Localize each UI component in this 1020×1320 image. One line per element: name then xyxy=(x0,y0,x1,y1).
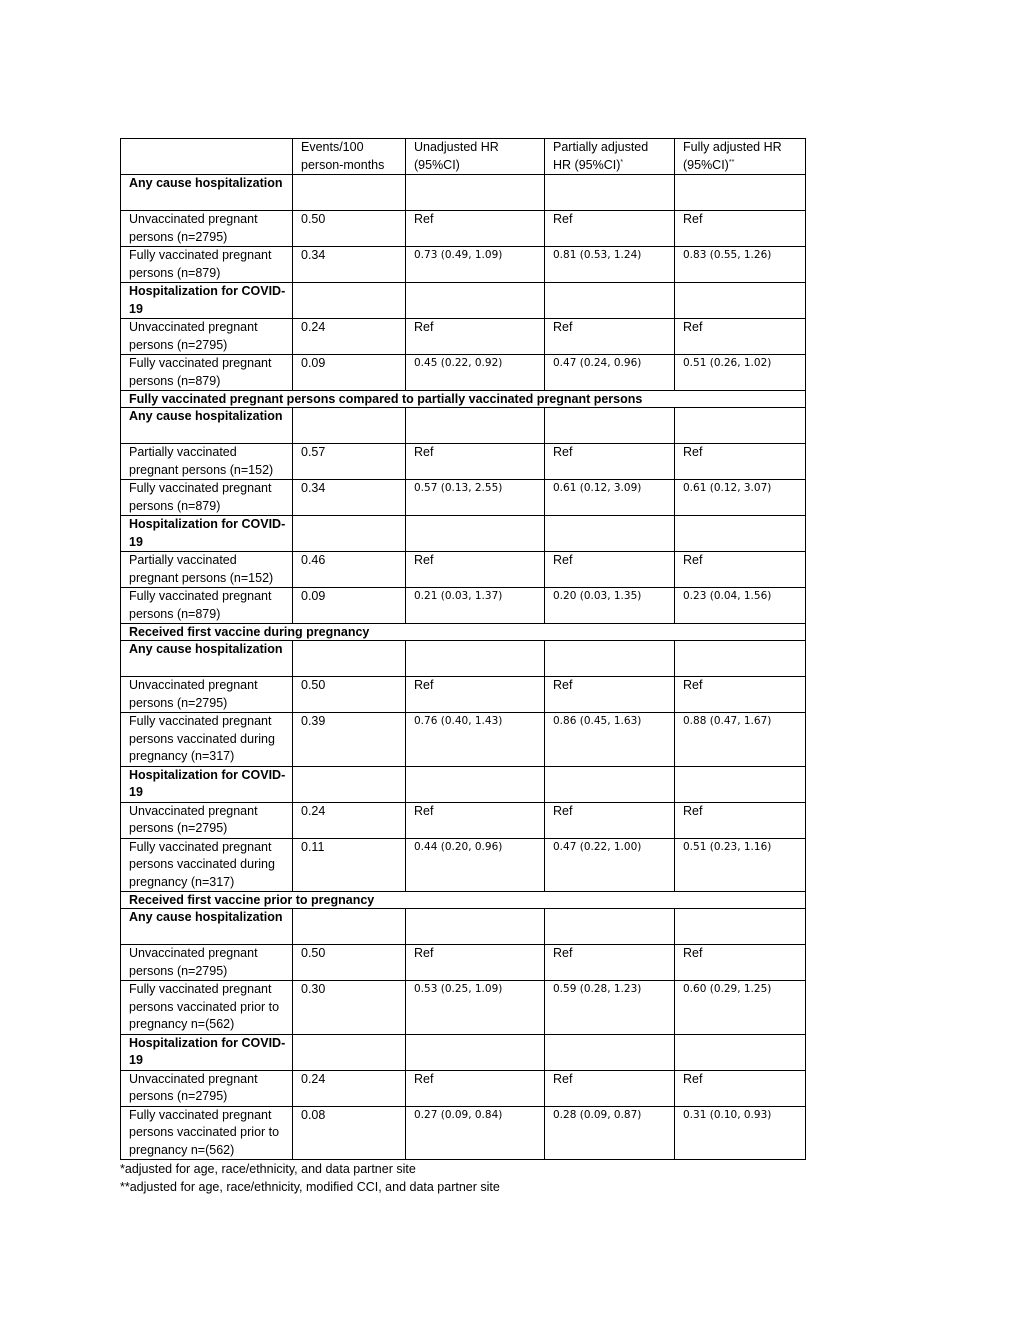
cohort-label: Unvaccinated pregnant persons (n=2795) xyxy=(121,319,293,355)
full-hr-value: Ref xyxy=(675,444,806,480)
full-hr-value: 0.60 (0.29, 1.25) xyxy=(675,981,806,1035)
partial-hr-value: 0.86 (0.45, 1.63) xyxy=(545,713,675,767)
cohort-label: Partially vaccinated pregnant persons (n=152) xyxy=(121,444,293,480)
unadj-hr-value: Ref xyxy=(406,677,545,713)
table-row xyxy=(121,838,806,892)
full-hr-value: Ref xyxy=(675,677,806,713)
outcome-row xyxy=(121,909,806,945)
partial-hr-value: Ref xyxy=(545,552,675,588)
empty-cell xyxy=(675,408,806,444)
section-title: Received first vaccine prior to pregnancy xyxy=(121,892,806,909)
empty-cell xyxy=(545,516,675,552)
events-value: 0.30 xyxy=(293,981,406,1035)
cohort-label: Unvaccinated pregnant persons (n=2795) xyxy=(121,802,293,838)
empty-cell xyxy=(406,641,545,677)
section-title-row xyxy=(121,624,806,641)
section-title: Fully vaccinated pregnant persons compared to partially vaccinated pregnant persons xyxy=(121,391,806,408)
empty-cell xyxy=(675,516,806,552)
empty-cell xyxy=(545,766,675,802)
empty-cell xyxy=(293,909,406,945)
full-hr-value: Ref xyxy=(675,802,806,838)
section-title-row xyxy=(121,391,806,408)
outcome-label: Hospitalization for COVID-19 xyxy=(121,283,293,319)
table-row xyxy=(121,480,806,516)
empty-cell xyxy=(675,766,806,802)
empty-cell xyxy=(545,175,675,211)
unadj-hr-value: Ref xyxy=(406,945,545,981)
events-value: 0.24 xyxy=(293,1070,406,1106)
table-row xyxy=(121,713,806,767)
outcome-label: Any cause hospitalization xyxy=(121,909,293,945)
full-hr-value: Ref xyxy=(675,211,806,247)
full-hr-value: 0.83 (0.55, 1.26) xyxy=(675,247,806,283)
events-value: 0.11 xyxy=(293,838,406,892)
cohort-label: Fully vaccinated pregnant persons vaccinated prior to pregnancy n=(562) xyxy=(121,1106,293,1160)
table-row xyxy=(121,981,806,1035)
outcome-label: Hospitalization for COVID-19 xyxy=(121,516,293,552)
outcome-label: Hospitalization for COVID-19 xyxy=(121,1034,293,1070)
outcome-row xyxy=(121,1034,806,1070)
partial-hr-value: 0.20 (0.03, 1.35) xyxy=(545,588,675,624)
unadj-hr-value: Ref xyxy=(406,211,545,247)
unadj-hr-value: 0.57 (0.13, 2.55) xyxy=(406,480,545,516)
empty-cell xyxy=(545,283,675,319)
cohort-label: Unvaccinated pregnant persons (n=2795) xyxy=(121,677,293,713)
outcome-label: Any cause hospitalization xyxy=(121,641,293,677)
cohort-label: Fully vaccinated pregnant persons (n=879) xyxy=(121,355,293,391)
outcome-row xyxy=(121,175,806,211)
events-value: 0.24 xyxy=(293,802,406,838)
header-partial-footnote-mark: * xyxy=(620,158,624,166)
events-value: 0.50 xyxy=(293,211,406,247)
table-row xyxy=(121,945,806,981)
unadj-hr-value: Ref xyxy=(406,552,545,588)
header-blank xyxy=(121,139,293,175)
table-row xyxy=(121,1106,806,1160)
table-row xyxy=(121,588,806,624)
unadj-hr-value: 0.44 (0.20, 0.96) xyxy=(406,838,545,892)
outcome-row xyxy=(121,516,806,552)
full-hr-value: 0.61 (0.12, 3.07) xyxy=(675,480,806,516)
table-row xyxy=(121,552,806,588)
cohort-label: Unvaccinated pregnant persons (n=2795) xyxy=(121,1070,293,1106)
empty-cell xyxy=(406,909,545,945)
empty-cell xyxy=(675,283,806,319)
events-value: 0.09 xyxy=(293,588,406,624)
unadj-hr-value: 0.53 (0.25, 1.09) xyxy=(406,981,545,1035)
partial-hr-value: 0.47 (0.22, 1.00) xyxy=(545,838,675,892)
empty-cell xyxy=(406,1034,545,1070)
unadj-hr-value: Ref xyxy=(406,1070,545,1106)
header-full-text: Fully adjusted HR (95%CI) xyxy=(683,140,782,172)
outcome-row xyxy=(121,283,806,319)
table-row xyxy=(121,677,806,713)
partial-hr-value: Ref xyxy=(545,444,675,480)
table-row xyxy=(121,211,806,247)
outcome-label: Any cause hospitalization xyxy=(121,408,293,444)
empty-cell xyxy=(545,641,675,677)
unadj-hr-value: 0.21 (0.03, 1.37) xyxy=(406,588,545,624)
table-row xyxy=(121,355,806,391)
events-value: 0.50 xyxy=(293,945,406,981)
empty-cell xyxy=(406,516,545,552)
section-title: Received first vaccine during pregnancy xyxy=(121,624,806,641)
partial-hr-value: 0.61 (0.12, 3.09) xyxy=(545,480,675,516)
cohort-label: Fully vaccinated pregnant persons (n=879) xyxy=(121,588,293,624)
outcome-row xyxy=(121,641,806,677)
events-value: 0.57 xyxy=(293,444,406,480)
events-value: 0.08 xyxy=(293,1106,406,1160)
partial-hr-value: 0.47 (0.24, 0.96) xyxy=(545,355,675,391)
header-partial-text: Partially adjusted HR (95%CI) xyxy=(553,140,649,172)
cohort-label: Fully vaccinated pregnant persons vaccinated during pregnancy (n=317) xyxy=(121,713,293,767)
header-partially-adjusted-hr xyxy=(545,139,675,175)
full-hr-value: 0.31 (0.10, 0.93) xyxy=(675,1106,806,1160)
hospitalization-hazard-ratio-table xyxy=(120,138,806,1160)
empty-cell xyxy=(293,283,406,319)
cohort-label: Fully vaccinated pregnant persons vaccinated during pregnancy (n=317) xyxy=(121,838,293,892)
header-events: Events/100 person-months xyxy=(293,139,406,175)
table-row xyxy=(121,802,806,838)
empty-cell xyxy=(293,1034,406,1070)
events-value: 0.34 xyxy=(293,480,406,516)
full-hr-value: Ref xyxy=(675,1070,806,1106)
header-unadjusted-hr: Unadjusted HR (95%CI) xyxy=(406,139,545,175)
events-value: 0.24 xyxy=(293,319,406,355)
partial-hr-value: Ref xyxy=(545,677,675,713)
full-hr-value: Ref xyxy=(675,945,806,981)
unadj-hr-value: 0.45 (0.22, 0.92) xyxy=(406,355,545,391)
header-full-footnote-mark: ** xyxy=(728,158,735,166)
unadj-hr-value: 0.76 (0.40, 1.43) xyxy=(406,713,545,767)
full-hr-value: 0.88 (0.47, 1.67) xyxy=(675,713,806,767)
events-value: 0.09 xyxy=(293,355,406,391)
empty-cell xyxy=(675,909,806,945)
events-value: 0.34 xyxy=(293,247,406,283)
table-row xyxy=(121,1070,806,1106)
full-hr-value: 0.51 (0.23, 1.16) xyxy=(675,838,806,892)
partial-hr-value: Ref xyxy=(545,945,675,981)
empty-cell xyxy=(545,1034,675,1070)
empty-cell xyxy=(545,909,675,945)
empty-cell xyxy=(406,766,545,802)
empty-cell xyxy=(675,175,806,211)
footnote-partial-adjustment: *adjusted for age, race/ethnicity, and data partner site xyxy=(120,1162,416,1176)
events-value: 0.39 xyxy=(293,713,406,767)
outcome-label: Hospitalization for COVID-19 xyxy=(121,766,293,802)
unadj-hr-value: Ref xyxy=(406,802,545,838)
partial-hr-value: 0.59 (0.28, 1.23) xyxy=(545,981,675,1035)
partial-hr-value: 0.28 (0.09, 0.87) xyxy=(545,1106,675,1160)
outcome-row xyxy=(121,766,806,802)
cohort-label: Fully vaccinated pregnant persons (n=879) xyxy=(121,480,293,516)
empty-cell xyxy=(406,408,545,444)
outcome-label: Any cause hospitalization xyxy=(121,175,293,211)
empty-cell xyxy=(545,408,675,444)
empty-cell xyxy=(675,1034,806,1070)
unadj-hr-value: Ref xyxy=(406,444,545,480)
full-hr-value: Ref xyxy=(675,552,806,588)
full-hr-value: Ref xyxy=(675,319,806,355)
empty-cell xyxy=(406,283,545,319)
empty-cell xyxy=(293,408,406,444)
partial-hr-value: Ref xyxy=(545,802,675,838)
full-hr-value: 0.23 (0.04, 1.56) xyxy=(675,588,806,624)
empty-cell xyxy=(293,516,406,552)
partial-hr-value: 0.81 (0.53, 1.24) xyxy=(545,247,675,283)
partial-hr-value: Ref xyxy=(545,1070,675,1106)
empty-cell xyxy=(293,766,406,802)
partial-hr-value: Ref xyxy=(545,211,675,247)
header-fully-adjusted-hr xyxy=(675,139,806,175)
section-title-row xyxy=(121,892,806,909)
cohort-label: Unvaccinated pregnant persons (n=2795) xyxy=(121,211,293,247)
empty-cell xyxy=(293,175,406,211)
footnote-full-adjustment: **adjusted for age, race/ethnicity, modified CCI, and data partner site xyxy=(120,1180,500,1194)
events-value: 0.50 xyxy=(293,677,406,713)
unadj-hr-value: 0.73 (0.49, 1.09) xyxy=(406,247,545,283)
unadj-hr-value: 0.27 (0.09, 0.84) xyxy=(406,1106,545,1160)
empty-cell xyxy=(293,641,406,677)
outcome-row xyxy=(121,408,806,444)
partial-hr-value: Ref xyxy=(545,319,675,355)
table-row xyxy=(121,319,806,355)
unadj-hr-value: Ref xyxy=(406,319,545,355)
cohort-label: Fully vaccinated pregnant persons (n=879) xyxy=(121,247,293,283)
full-hr-value: 0.51 (0.26, 1.02) xyxy=(675,355,806,391)
table-header-row xyxy=(121,139,806,175)
empty-cell xyxy=(406,175,545,211)
cohort-label: Unvaccinated pregnant persons (n=2795) xyxy=(121,945,293,981)
events-value: 0.46 xyxy=(293,552,406,588)
cohort-label: Partially vaccinated pregnant persons (n=152) xyxy=(121,552,293,588)
empty-cell xyxy=(675,641,806,677)
cohort-label: Fully vaccinated pregnant persons vaccinated prior to pregnancy n=(562) xyxy=(121,981,293,1035)
table-row xyxy=(121,247,806,283)
table-row xyxy=(121,444,806,480)
